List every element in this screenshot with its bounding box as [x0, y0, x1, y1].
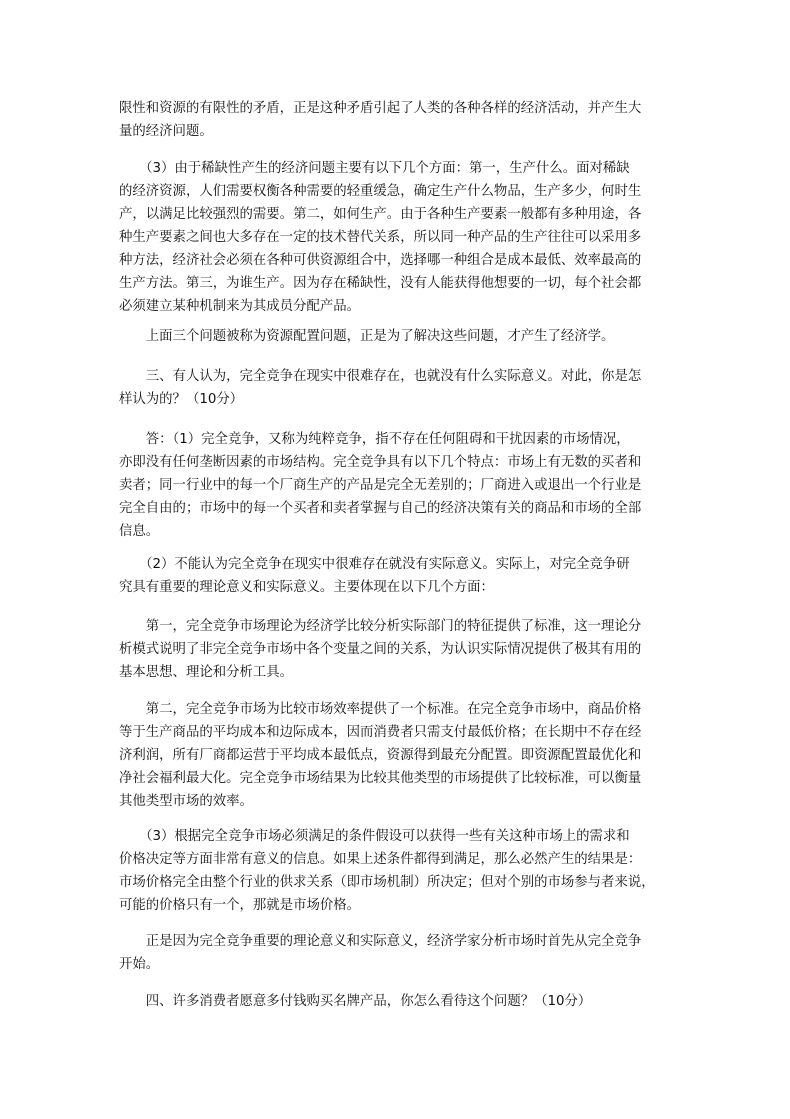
paragraph-scarcity-conclusion [119, 97, 675, 143]
text-line: （3）由于稀缺性产生的经济问题主要有以下几个方面：第一，生产什么。面对稀缺 [119, 161, 630, 176]
answer-part-two [119, 553, 675, 599]
text-line: （2）不能认为完全竞争在现实中很难存在就没有实际意义。实际上，对完全竞争研 [119, 557, 630, 572]
text-line: 量的经济问题。 [119, 124, 213, 139]
answer-point-first [119, 615, 675, 684]
text-line: 可能的价格只有一个，那就是市场价格。 [119, 898, 361, 913]
answer-point-second [119, 698, 675, 813]
text-line: 三、有人认为，完全竞争在现实中很难存在，也就没有什么实际意义。对此，你是怎 [119, 369, 642, 384]
text-line: 析模式说明了非完全竞争市场中各个变量之间的关系，为认识实际情况提供了极其有用的 [119, 642, 642, 657]
text-line: 基本思想、理论和分析工具。 [119, 665, 294, 680]
text-line: 市场价格完全由整个行业的供求关系（即市场机制）所决定；但对个别的市场参与者来说， [119, 875, 655, 890]
answer-part-one [119, 428, 675, 543]
answer-part-three [119, 825, 675, 917]
text-line: 完全自由的；市场中的每一个买者和卖者掌握与自己的经济决策有关的商品和市场的全部 [119, 501, 642, 516]
text-line: （3）根据完全竞争市场必须满足的条件假设可以获得一些有关这种市场上的需求和 [119, 829, 630, 844]
text-line: 产，以满足比较强烈的需要。第二，如何生产。由于各种生产要素一般都有多种用途，各 [119, 207, 642, 222]
text-line: 等于生产商品的平均成本和边际成本，因而消费者只需支付最低价格；在长期中不存在经 [119, 725, 642, 740]
text-line: 种生产要素之间也大多存在一定的技术替代关系，所以同一种产品的生产往往可以采用多 [119, 230, 642, 245]
paragraph-resource-allocation [119, 325, 675, 348]
text-line: 正是因为完全竞争重要的理论意义和实际意义，经济学家分析市场时首先从完全竞争 [119, 934, 642, 949]
text-line: 必须建立某种机制来为其成员分配产品。 [119, 299, 361, 314]
text-line: 生产方法。第三，为谁生产。因为存在稀缺性，没有人能获得他想要的一切，每个社会都 [119, 276, 642, 291]
text-line: 净社会福利最大化。完全竞争市场结果为比较其他类型的市场提供了比较标准，可以衡量 [119, 771, 642, 786]
text-line: 开始。 [119, 957, 160, 972]
text-line: 的经济资源，人们需要权衡各种需要的轻重缓急，确定生产什么物品，生产多少，何时生 [119, 184, 642, 199]
answer-conclusion [119, 930, 675, 976]
text-line: 卖者；同一行业中的每一个厂商生产的产品是完全无差别的；厂商进入或退出一个行业是 [119, 478, 642, 493]
text-line: 样认为的？（10分） [119, 392, 244, 407]
question-three [119, 365, 675, 411]
text-line: 价格决定等方面非常有意义的信息。如果上述条件都得到满足，那么必然产生的结果是： [119, 852, 642, 867]
text-line: 四、许多消费者愿意多付钱购买名牌产品，你怎么看待这个问题？（10分） [119, 994, 592, 1009]
text-line: 究具有重要的理论意义和实际意义。主要体现在以下几个方面： [119, 580, 494, 595]
text-line: 其他类型市场的效率。 [119, 794, 253, 809]
text-line: 上面三个问题被称为资源配置问题，正是为了解决这些问题，才产生了经济学。 [119, 329, 615, 344]
text-line: 种方法，经济社会必须在各种可供资源组合中，选择哪一种组合是成本最低、效率最高的 [119, 253, 642, 268]
text-line: 答：（1）完全竞争，又称为纯粹竞争，指不存在任何阻碍和干扰因素的市场情况， [119, 432, 630, 447]
text-line: 亦即没有任何垄断因素的市场结构。完全竞争具有以下几个特点：市场上有无数的买者和 [119, 455, 642, 470]
text-line: 第二，完全竞争市场为比较市场效率提供了一个标准。在完全竞争市场中，商品价格 [119, 702, 642, 717]
text-line: 第一，完全竞争市场理论为经济学比较分析实际部门的特征提供了标准，这一理论分 [119, 619, 642, 634]
text-line: 信息。 [119, 524, 160, 539]
text-line: 限性和资源的有限性的矛盾，正是这种矛盾引起了人类的各种各样的经济活动，并产生大 [119, 101, 642, 116]
paragraph-economic-problems [119, 157, 675, 318]
question-four [119, 990, 675, 1013]
text-line: 济利润，所有厂商都运营于平均成本最低点，资源得到最充分配置。即资源配置最优化和 [119, 748, 642, 763]
